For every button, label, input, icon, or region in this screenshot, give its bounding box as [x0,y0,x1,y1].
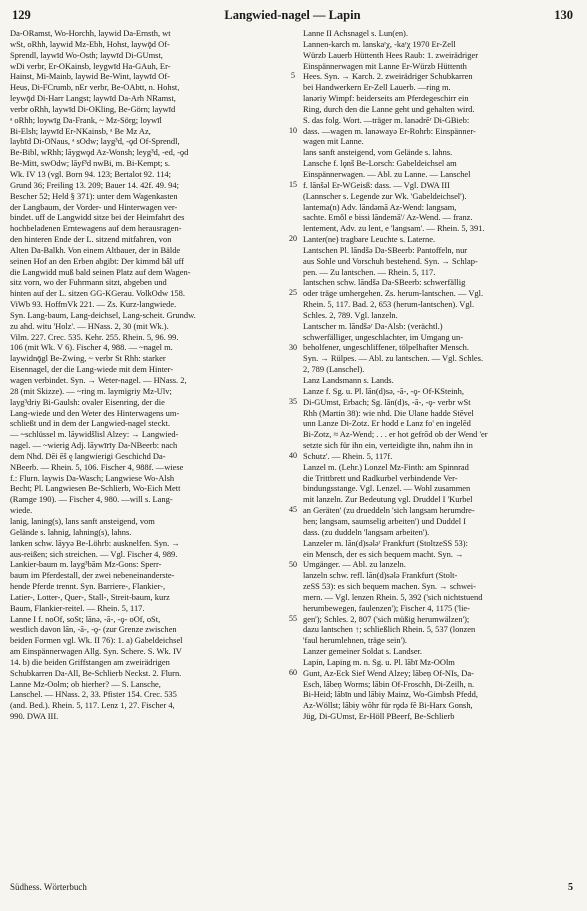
text-line: Esch, lābeņ Worms; lābin Of-Froschh, Di-Zeilh, n. [303,678,475,689]
text-line: Lantscher m. lāndšǝʳ Da-Alsb: (verächtl.) [303,320,443,331]
text-line: wiede. [10,505,33,516]
text-line: sachte. Emǒl e bissi lāndemā'/ Az-Wend. — franz. [303,212,473,223]
text-line: (Lannscher s. Legende zur Wk. 'Gabeldeichsel'). [303,190,467,201]
text-line: wSt, oRhh, laywid Mz-Ebh, Hohst, laywǭd Of- [10,38,170,49]
page-number-right: 130 [554,8,573,22]
text-line: Latier-, Lotter-, Quer-, Stall-, Streit-baum, kurz [10,591,170,602]
text-line: Syn. Lang-baum, Lang-deichsel, Lang-scheit. Grundw. [10,309,196,320]
text-line: am Einspännerwagen Allg. Syn. Schere. S. Wk. IV [10,646,182,657]
text-line: lanzeln schw. refl. lān(d)sǝlǝ Frankfurt (Stolt- [303,570,458,581]
text-line: Einspännerwagen mit Lanne Er-Würzb Hüttenth [303,60,467,71]
text-line: 14. b) die beiden Griffstangen am zweirädrigen [10,656,170,667]
line-number: 20 [289,234,297,244]
text-line: oder träge umhergehen. Zs. herum-lantschen. — Vgl. [303,288,484,299]
text-line: baum im Pferdestall, der zwei nebeneinanderste- [10,570,175,581]
text-line: 28 (mit Skizze). — ~ring m. laymigriy Mz-Ulv; [10,385,172,396]
text-line: Hainst, Mi-Mainb, laywid Be-Wint, laywīd Of- [10,71,170,82]
text-line: (and. Bed.). Rhein. 5, 117. Lenz 1, 27. Fischer 4, [10,700,175,711]
text-line: Wk. IV 13 (vgl. Born 94. 123; Bertalot 92. 114; [10,168,171,179]
text-line: dem Nhd. Dēi ēš ę langwierigi Geschichd Da- [10,450,166,461]
text-line: lanken schw. lāyyə Be-Löhrb: ausknelfen. Syn. → [10,537,180,548]
footer-signature: 5 [568,882,573,893]
text-line: layg³driy Bi-Gaulsh: ovaler Eisenring, der die [10,396,165,407]
page-header [12,6,573,26]
text-line: hochbeladenen Erntewagens auf dem herausragen- [10,223,182,234]
text-line: Würzb Lauerb Hüttenth Hees Raub: 1. zweirädriger [303,49,479,60]
text-line: hen; langsam, saumselig arbeiten') und Duddel I [303,515,466,526]
text-line: lanəriy Wimpf: beiderseits am Pferdegeschirr ein [303,93,469,104]
text-line: ViWb 93. HoffmVk 221. — Zs. Kurz-langwiede. [10,299,177,310]
text-line: ᵃ oRhh; loywīg Da-Frank, ~ Mz-Sörg; loywīl [10,114,162,125]
text-line: lentement, Adv. zu lent, e 'langsam'. — Rhein. 5, 391. [303,223,485,234]
text-line: Hees. Syn. → Karch. 2. zweirädriger Schubkarren [303,71,473,82]
footer-publication: Südhess. Wörterbuch [10,882,87,892]
line-number: 15 [289,179,297,189]
text-line: dazu lantschen ↑; schließlich Rhein. 5, 537 (lonzen [303,624,476,635]
text-line: mern. — Vgl. lenzen Rhein. 5, 392 ('sich nichtstuend [303,591,483,602]
text-line: Lanzel m. (Lehr.) Lonzel Mz-Finth: am Spinnrad [303,461,469,472]
text-line: Be-Bibl, wRhh; lāygwǫd Az-Wonsh; leyg³d, -ed, -ǫd [10,147,189,158]
text-line: Alten Da-Balkh. Von einem Altbauer, der in Bälde [10,244,181,255]
text-line: leywǭd Di-Harr Langst; laywīd Da-Arh NRamst, [10,93,176,104]
line-number: 40 [289,451,297,461]
text-line: laywidnǭgl Be-Zwing, ~ verbr St Rhh: starker [10,353,166,364]
text-line: Da-ORamst, Wo-Horchh, laywid Da-Ernsth, wt [10,28,171,38]
text-line: Be-Mitt, swOdw; lāyf³d nwBi, m. Bi-Kempt; s. [10,158,171,169]
text-line: der Langbaum, der Vorder- und Hinterwagen ver- [10,201,178,212]
text-line: lanig, laning(s), lans sanft ansteigend, vom [10,515,155,526]
text-line: 106 (mit Wk. V 6). Fischer 4, 988. — ~nagel m. [10,342,173,353]
text-line: Umgänger. — Abl. zu lanzeln. [303,559,406,570]
running-title: Langwied-nagel — Lapin [224,8,361,22]
line-number: 35 [289,396,297,406]
text-line: ein Mensch, der es sich bequem macht. Syn. → [303,548,464,559]
text-line: verbr oRhh, laywīd Di-OKling, Be-Görn; laywīd [10,103,176,114]
left-column [10,28,284,722]
text-line: Gunt, Az-Eck Sief Wend Alzey; lābeņ Of-NIs, Da- [303,667,474,678]
line-number: 5 [291,71,295,81]
text-line: Sprendl, laywīd Wo-Osth; laywīd Di-GUmst, [10,49,163,60]
line-number: 25 [289,288,297,298]
text-line: beiden Formen vgl. Wk. II 76): 1. a) Gabeldeichsel [10,635,183,646]
text-line: herumbewegen, faulenzen'); Fischer 4, 1175 ('lie- [303,602,470,613]
text-line: zeSS 53): es sich bequem machen. Syn. → schwei- [303,581,476,592]
text-line: Lantschen Pl. lāndšə Da-SBeerb: Pantoffeln, nur [303,244,468,255]
text-line: Lannen-karch m. lanskaʳχ, -kaʳχ 1970 Er-Zell [303,38,456,49]
text-line: Vilm. 227. Crec. 535. Kehr. 255. Rhein. 5, 96. 99. [10,331,179,342]
text-line: Lapin, Laping m. n. Sg. u. Pl. lābī Mz-OOlm [303,656,455,667]
text-line: schwerfälliger, ungeschlachter, im Umgang un- [303,331,464,342]
line-number: 60 [289,668,297,678]
text-line: Di-GUmst, Erbach; Sg. lān(d)s, -ā-, -ǫ- verbr wSt [303,396,471,407]
text-line: an Geräten' (zu drueddeln 'sich langsam herumdre- [303,505,475,516]
text-line: Bi-Elsh; laywīd Er-NKainsb, ᵃ Be Mz Az, [10,125,151,136]
text-line: die Trittbrett und Radkurbel verbindende Ver- [303,472,458,483]
text-line: dass. —wagen m. lanəwayə Er-Rohrb: Einspänner- [303,125,476,136]
text-line: Lanzeler m. lān(d)sǝlǝʳ Frankfurt (StoltzeSS 53): [303,537,468,548]
text-line: Einspännerwagen. — Abl. zu Lanne. — Lanschel [303,168,471,179]
text-line: lantschen schw. lāndšə Da-SBeerb: schwerfällig [303,277,466,288]
text-line: wagen mit Lanne. [303,136,364,147]
text-line: laybīd Di-ONaus, ᵃ sOdw; layg³d, -ǫd Of-Sprendl, [10,136,180,147]
text-line: 'faul herumlehnen, träge sein'). [303,635,408,646]
text-line: Lanschel. — HNass. 2, 33. Pfister 154. Crec. 535 [10,689,177,700]
text-line: Schles. 2, 789. Vgl. lanzeln. [303,309,398,320]
text-line: seinen Hof an den Erben abgibt: Der kimmd bâl uff [10,255,184,266]
text-line: hende Pferde trennt. Syn. Barriere-, Flankier-, [10,581,166,592]
text-line: 2, 789 (Lanschel). [303,364,365,375]
line-number: 45 [289,505,297,515]
text-line: Baum, Flankier-reitel. — Rhein. 5, 117. [10,602,145,613]
page-number-left: 129 [12,8,31,22]
text-line: den hinteren Ende der L. sitzend mitfahren, von [10,234,172,245]
text-line: gen'); Schles. 2, 807 ('sich müßig herumwälzen'); [303,613,470,624]
line-number: 50 [289,559,297,569]
text-line: Lanz Landsmann s. Lands. [303,375,394,385]
text-line: aus Sohle und Vorschuh bestehend. Syn. → Schlap- [303,255,478,266]
text-line: Lang-wiede und den Weter des Hinterwagens um- [10,407,180,418]
text-line: Bi-Zotz, ≈ Az-Wend; . . . er hot gefrōd ob der Wend 'er [303,429,488,440]
text-line: die Langwidd muß bald seinen Platz auf dem Wagen- [10,266,191,277]
text-line: Schutz'. — Rhein. 5, 117f. [303,450,393,461]
text-line: hinten auf der L. sitzen GG-KGerau. VolkOdw 158. [10,288,185,299]
text-line: westlich davon lān, -ā-, -ǫ- (zur Grenze zwischen [10,624,177,635]
line-number: 55 [289,613,297,623]
text-line: bei Handwerkern Er-Zell Lauerb. —ring m. [303,82,451,93]
text-line: dass. (zu duddeln 'langsam arbeiten'). [303,526,430,537]
text-line: Lanne I f. noOf, soSt; lānə, -ā-, -ǫ- oOf, oSt, [10,613,161,624]
text-line: Eisennagel, der die Lang-wiede mit dem Hinter- [10,364,174,375]
text-line: Syn. → Rülpes. — Abl. zu lantschen. — Vgl. Schles. [303,353,484,364]
line-number: 30 [289,342,297,352]
line-number: 10 [289,125,297,135]
text-line: setzte sich für ihn ein, verteidigte ihn, nahm ihn in [303,440,473,451]
text-line: 990. DWA III. [10,711,59,722]
text-line: — ~schlüssel m. lāywidšlisl Alzey: → Langwied- [10,429,179,440]
text-line: lans sanft ansteigend, vom Gelände s. lahns. [303,147,453,158]
text-line: Heus, Di-FCrumb, nEr verbr, Be-OAbtt, n. Hohst, [10,82,180,93]
text-line: Rhein. 5, 117. Bad. 2, 653 (herum-lantschen). Vgl. [303,299,475,310]
text-line: pen. — Zu lantschen. — Rhein. 5, 117. [303,266,436,277]
text-line: Grund 36; Freiling 13. 209; Bauer 14. 42f. 49. 94; [10,179,179,190]
text-line: Lankier-baum m. layg³bām Mz-Gons: Sperr- [10,559,162,570]
text-line: Gelände s. lahnig, lahning(s), lahns. [10,526,132,537]
text-line: Schubkarren Da-All, Be-Schlierb Neckst. 2. Flurn. [10,667,182,678]
text-line: bindungsstange. Vgl. Lenzel. — Wohl zusammen [303,483,471,494]
text-line: bindet. uff de Langwidd sitze bei der Heimfahrt des [10,212,185,223]
text-line: mit lanzeln. Zur Bedeutung vgl. Druddel I 'Kurbel [303,494,473,505]
text-line: f.: Flurn. laywis Da-Wasch; Langwiese Wo-Alsh [10,472,175,483]
text-line: Lanzer gemeiner Soldat s. Landser. [303,646,423,657]
text-line: NBeerb. — Rhein. 5, 106. Fischer 4, 988f. —wiese [10,461,184,472]
text-line: schließt und in dem der Langwied-nagel steckt. [10,418,171,429]
text-line: sitz vorn, wo der Fuhrmann sitzt, abgeben und [10,277,167,288]
text-line: Lansche f. lǫnš Be-Lorsch: Gabeldeichsel am [303,158,457,169]
text-line: aus-reißen; sich streichen. — Vgl. Fischer 4, 989. [10,548,178,559]
text-line: Ring, durch den die Lanne geht und gehalten wird. [303,103,475,114]
text-line: beholfener, ungeschliffener, tölpelhafter Mensch. [303,342,469,353]
text-line: wDi verbr, Er-OKainsb, leygwīd Ha-GAuh, Er- [10,60,171,71]
text-line: wagen verbindet. Syn. → Weter-nagel. — HNass. 2, [10,375,187,385]
text-line: Lanne Mz-Oolm; ob hierher? — S. Lansche, [10,678,161,689]
text-line: S. das folg. Wort. —träger m. lanədrēʳ Di-GBieb: [303,114,470,125]
text-line: zu ahd. witu 'Holz'. — HNass. 2, 30 (mit Wk.). [10,320,169,331]
text-line: Jüg, Di-GUmst, Er-Höll PBeerf, Be-Schlierb [303,711,455,722]
text-line: f. lānšǝl Er-WGeisß: dass. — Vgl. DWA III [303,179,450,190]
right-column [303,28,577,722]
text-line: Becht; Pl. Langwiesen Be-Schlierb, Wo-Eich Mett [10,483,181,494]
text-line: Rhh (Martin 38): wie nhd. Die Ulane hadde Stēvel [303,407,474,418]
text-line: Lanne II Achsnagel s. Lun(en). [303,28,408,38]
text-line: Bi-Heid; lābīn und lābiy Mainz, Wo-Gimbsh Pfedd, [303,689,478,700]
text-line: lantema(n) Adv. lāndǝmā Az-Wend: langsam, [303,201,457,212]
text-line: (Ramge 190). — Fischer 4, 980. —will s. Lang- [10,494,173,505]
text-line: Lanze f. Sg. u. Pl. lān(d)sə, -ā-, -ǫ- Of-KSteinh, [303,385,464,396]
text-line: Bescher 52; Held § 371): unter dem Wagenkasten [10,190,178,201]
text-line: Lanter(ne) tragbare Leuchte s. Laterne. [303,234,436,245]
text-line: nagel. — ~wierig Adj. lāywīrīy Da-NBeerb: nach [10,440,178,451]
text-line: unn Lanze Di-Zotz. Er hodd e Lanz fo' en ingelēd [303,418,471,429]
text-line: Az-Wöllst; lābiy wŏhr für rǫdǝ fĕ Bi-Harx Gonsh, [303,700,473,711]
